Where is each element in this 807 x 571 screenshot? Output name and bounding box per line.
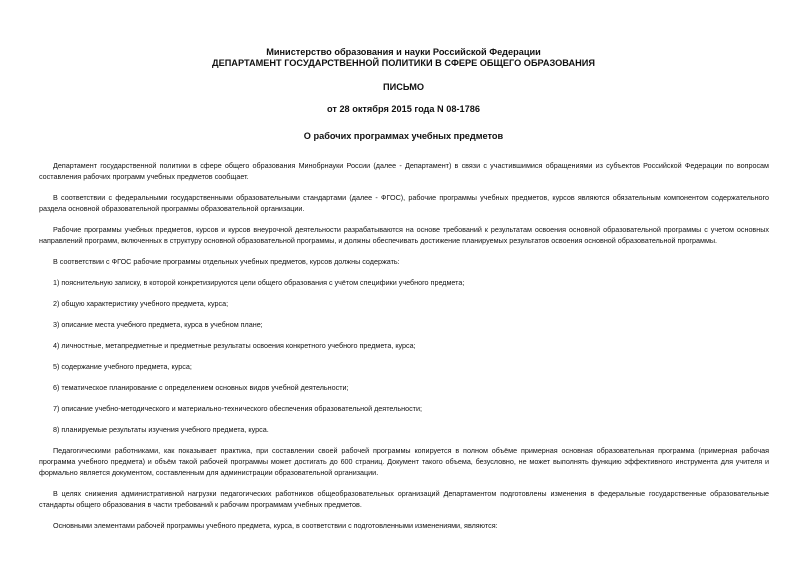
document-type: ПИСЬМО — [382, 82, 425, 92]
paragraph: Основными элементами рабочей программы учебного предмета, курса, в соответствии с подготовленными изменениями, являются: — [53, 521, 498, 530]
paragraph: Педагогическими работниками, как показывает практика, при составлении своей рабочей программы копируется в полном объёме примерная основная образовательная программа (примерная рабочая программа учебного предмета) и объём такой рабочей программы может достигать до 600 страниц. Документ такого объема, безусловно, не может выполнять функцию эффективного инструмента для учителя и формально является документом, составленным для администрации образовательной организации. — [39, 446, 769, 477]
document-date-number: от 28 октября 2015 года N 08-1786 — [327, 104, 480, 114]
list-item: 7) описание учебно-методического и материально-технического обеспечения образовательной деятельности; — [53, 404, 422, 413]
department-name: ДЕПАРТАМЕНТ ГОСУДАРСТВЕННОЙ ПОЛИТИКИ В СФЕРЕ ОБЩЕГО ОБРАЗОВАНИЯ — [212, 58, 595, 68]
list-item: 1) пояснительную записку, в которой конкретизируются цели общего образования с учётом специфики учебного предмета; — [53, 278, 465, 287]
list-item: 2) общую характеристику учебного предмета, курса; — [53, 299, 229, 308]
paragraph: В целях снижения административной нагрузки педагогических работников общеобразовательных организаций Департаментом подготовлены изменения в федеральные государственные образовательные стандарты общего образования в части требований к рабочим программам учебных предметов. — [39, 489, 769, 509]
ministry-name: Министерство образования и науки Российской Федерации — [266, 47, 541, 57]
paragraph: Департамент государственной политики в сфере общего образования Минобрнауки России (далее - Департамент) в связи с участившимися обращениями из субъектов Российской Федерации по вопросам составления рабочих программ учебных предметов сообщает. — [39, 161, 769, 181]
paragraph: В соответствии с ФГОС рабочие программы отдельных учебных предметов, курсов должны содержать: — [53, 257, 400, 266]
document-body — [39, 160, 769, 541]
paragraph: В соответствии с федеральными государственными образовательными стандартами (далее - ФГОС), рабочие программы учебных предметов, курсов являются обязательным компонентом содержательного раздела основной образовательной программы образовательной организации. — [39, 193, 769, 213]
list-item: 3) описание места учебного предмета, курса в учебном плане; — [53, 320, 263, 329]
document-title: О рабочих программах учебных предметов — [303, 131, 504, 141]
list-item: 5) содержание учебного предмета, курса; — [53, 362, 192, 371]
paragraph: Рабочие программы учебных предметов, курсов и курсов внеурочной деятельности разрабатываются на основе требований к результатам освоения основной образовательной программы с учетом основных направлений программ, включенных в структуру основной образовательной программы, и должны обеспечивать достижение планируемых результатов освоения основной образовательной программы. — [39, 225, 769, 245]
list-item: 6) тематическое планирование с определением основных видов учебной деятельности; — [53, 383, 349, 392]
list-item: 8) планируемые результаты изучения учебного предмета, курса. — [53, 425, 269, 434]
list-item: 4) личностные, метапредметные и предметные результаты освоения конкретного учебного предмета, курса; — [53, 341, 416, 350]
